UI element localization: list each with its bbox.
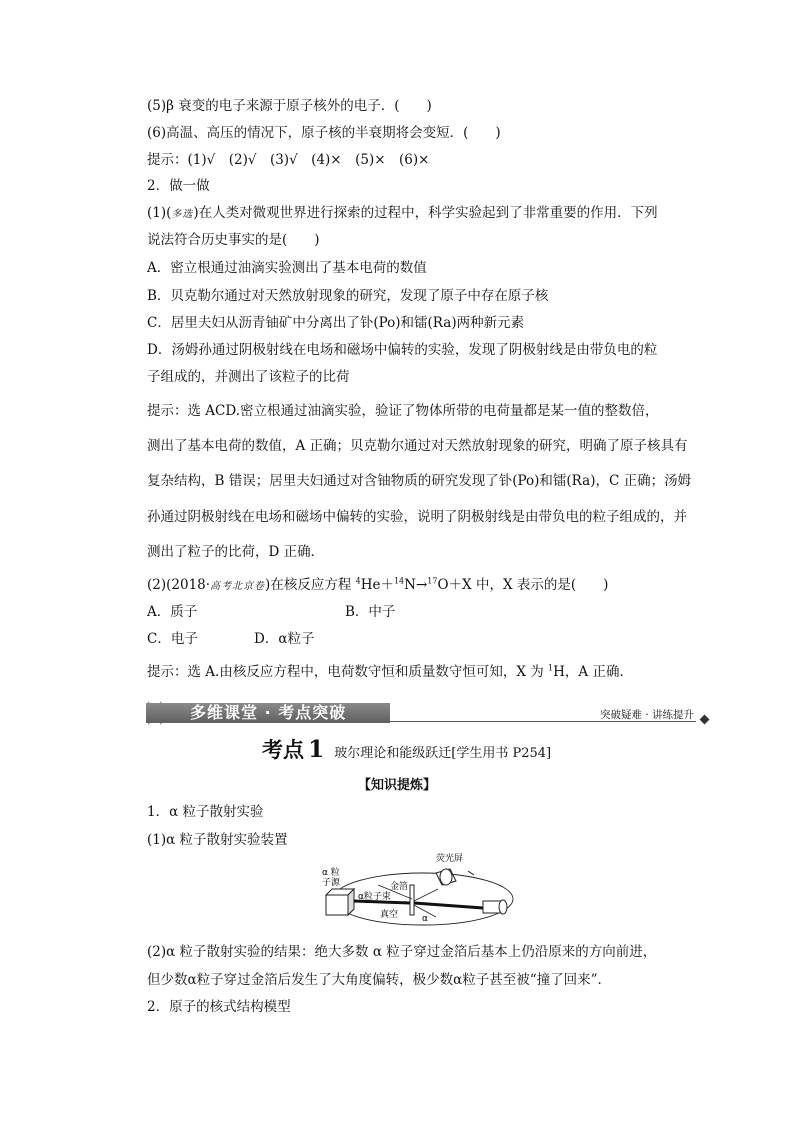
option-a: A．密立根通过油滴实验测出了基本电荷的数值 (147, 260, 427, 276)
answer-1-line2: 测出了基本电荷的数值，A 正确；贝克勒尔通过对天然放射现象的研究，明确了原子核具有 (147, 438, 688, 454)
answer-1-line4: 孙通过阴极射线在电场和磁场中偏转的实验，说明了阴极射线是由带负电的粒子组成的，并 (147, 509, 687, 525)
k2-heading: 2．原子的核式结构模型 (147, 999, 291, 1015)
answer-2: 提示：选 A.由核反应方程中，电荷数守恒和质量数守恒可知，X 为 $^1$H，A 正确． (147, 663, 633, 680)
label-foil: 金箔 (390, 882, 409, 892)
k1-2-line2: 但少数α粒子穿过金箔后发生了大角度偏转，极少数α粒子甚至被“撞了回来”． (147, 972, 612, 988)
alpha-scattering-apparatus-figure (318, 851, 518, 926)
answer-1-line3: 复杂结构，B 错误；居里夫妇通过对含铀物质的研究发现了钋(Po)和镭(Ra)，C 正确；汤姆 (147, 473, 692, 489)
question-6: (6)高温、高压的情况下，原子核的半衰期将会变短．( ) (147, 125, 501, 141)
kaodian-title: 玻尔理论和能级跃迁[学生用书 P254] (334, 746, 552, 761)
problem-1-stem-line2: 说法符合历史事实的是( ) (147, 232, 320, 248)
problem-2-option-c: C．电子 (147, 631, 198, 647)
hint-answers-1: 提示：(1)√ (2)√ (3)√ (4)× (5)× (6)× (147, 152, 430, 168)
label-beam: α粒子束 (358, 892, 391, 902)
banner-title: 多维课堂 · 考点突破 (190, 703, 347, 722)
option-d-line2: 子组成的，并测出了该粒子的比荷 (147, 369, 350, 385)
problem-2-stem: (2)(2018·高考北京卷)在核反应方程 $^4$He＋$^{14}$N→$^{17}$O＋X 中，X 表示的是( ) (147, 576, 609, 593)
source-tag: 高考北京卷 (210, 581, 266, 592)
banner-subtitle: 突破疑难 · 讲练提升 (599, 709, 694, 721)
label-screen: 荧光屏 (436, 854, 464, 864)
option-b: B．贝克勒尔通过对天然放射现象的研究，发现了原子中存在原子核 (147, 288, 549, 304)
option-c: C．居里夫妇从沥青铀矿中分离出了钋(Po)和镭(Ra)两种新元素 (147, 315, 525, 331)
label-alpha: α (422, 914, 428, 924)
section-banner (146, 697, 710, 727)
option-d: D．汤姆孙通过阴极射线在电场和磁场中偏转的实验，发现了阴极射线是由带负电的粒 (147, 342, 658, 358)
diamond-icon (700, 715, 710, 725)
answer-1-line5: 测出了粒子的比荷，D 正确． (147, 544, 325, 560)
label-vacuum: 真空 (380, 910, 399, 920)
question-5: (5)β 衰变的电子来源于原子核外的电子．( ) (147, 98, 432, 114)
label-source-1: α 粒 (322, 868, 340, 878)
k1-heading: 1．α 粒子散射实验 (147, 804, 264, 820)
answer-1-line1: 提示：选 ACD.密立根通过油滴实验，验证了物体所带的电荷量都是某一值的整数倍， (147, 403, 659, 419)
label-source-2: 子源 (322, 878, 341, 888)
problem-2-option-b: B．中子 (345, 604, 396, 620)
knowledge-heading: 【知识提炼】 (357, 778, 436, 793)
problem-2-option-a: A．质子 (147, 604, 198, 620)
kaodian-heading: 考点 1 玻尔理论和能级跃迁[学生用书 P254] (262, 736, 552, 763)
k1-1-heading: (1)α 粒子散射实验装置 (147, 832, 288, 848)
k1-2-line1: (2)α 粒子散射实验的结果：绝大多数 α 粒子穿过金箔后基本上仍沿原来的方向前进， (147, 944, 657, 960)
problem-2-option-d: D．α粒子 (254, 631, 315, 647)
section-2-heading: 2．做一做 (147, 178, 210, 194)
problem-1-stem: (1)(多选)在人类对微观世界进行探索的过程中，科学实验起到了非常重要的作用．下列 (147, 205, 658, 221)
duoxuan-tag: 多选 (171, 209, 194, 220)
